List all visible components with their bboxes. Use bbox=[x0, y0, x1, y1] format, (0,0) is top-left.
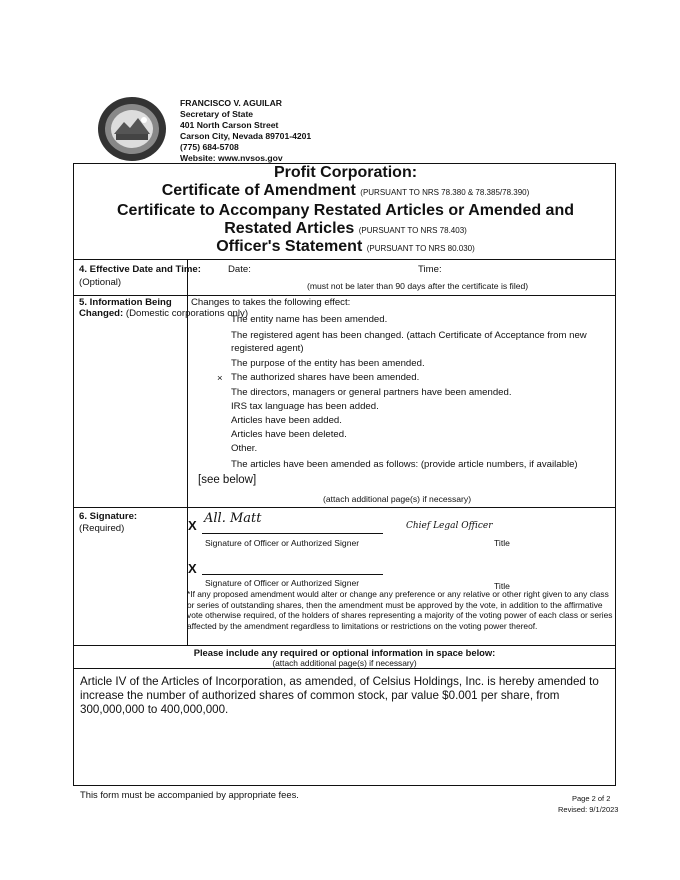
state-seal-icon bbox=[92, 94, 172, 164]
sos-website: Website: www.nvsos.gov bbox=[180, 153, 283, 163]
sos-phone: (775) 684-5708 bbox=[180, 142, 239, 152]
checkbox-authorized-shares[interactable]: × bbox=[217, 373, 223, 384]
date-label: Date: bbox=[228, 264, 251, 275]
section6-label: 6. Signature: bbox=[79, 511, 138, 522]
signature-label-2: Signature of Officer or Authorized Signer bbox=[205, 578, 360, 588]
sos-address1: 401 North Carson Street bbox=[180, 120, 279, 130]
divider bbox=[74, 259, 615, 260]
option-irs: IRS tax language has been added. bbox=[231, 401, 379, 412]
divider bbox=[74, 668, 615, 669]
form-frame bbox=[73, 163, 616, 786]
time-label: Time: bbox=[418, 264, 442, 275]
sos-address2: Carson City, Nevada 89701-4201 bbox=[180, 131, 312, 141]
signature-line-2[interactable] bbox=[202, 574, 383, 575]
divider bbox=[74, 295, 615, 296]
effective-date-note: (must not be later than 90 days after the certificate is filed) bbox=[307, 281, 529, 291]
section4-optional: (Optional) bbox=[79, 277, 122, 288]
changes-intro: Changes to takes the following effect: bbox=[191, 297, 351, 308]
attach-note: (attach additional page(s) if necessary) bbox=[323, 494, 472, 504]
fees-note: This form must be accompanied by appropriate fees. bbox=[80, 789, 299, 800]
signature-1[interactable]: All. Matt bbox=[204, 511, 262, 526]
secretary-of-state-block bbox=[180, 98, 311, 164]
see-below-text[interactable]: [see below] bbox=[198, 474, 257, 486]
x-mark: X bbox=[188, 561, 197, 576]
title-1-handwritten[interactable]: Chief Legal Officer bbox=[406, 521, 493, 531]
option-entity-name: The entity name has been amended. bbox=[231, 314, 388, 325]
signature-line-1 bbox=[202, 533, 383, 534]
page-number: Page 2 of 2 bbox=[572, 794, 611, 803]
title-label-2: Title bbox=[494, 581, 510, 591]
option-articles-added: Articles have been added. bbox=[231, 415, 342, 426]
amended-as-follows: The articles have been amended as follows: (provide article numbers, if available) bbox=[231, 459, 578, 470]
title-certificate-restated: Certificate to Accompany Restated Articles or Amended and bbox=[117, 202, 574, 219]
section4-label: 4. Effective Date and Time: bbox=[79, 264, 201, 275]
section5-label: 5. Information Being Changed: (Domestic corporations only) bbox=[79, 297, 249, 319]
section6-required: (Required) bbox=[79, 523, 125, 534]
option-registered-agent: The registered agent has been changed. (attach Certificate of Acceptance from new bbox=[231, 330, 587, 341]
sos-title: Secretary of State bbox=[180, 109, 254, 119]
signature-label-1: Signature of Officer or Authorized Signer bbox=[205, 538, 360, 548]
option-articles-deleted: Articles have been deleted. bbox=[231, 429, 347, 440]
divider bbox=[74, 507, 615, 508]
option-authorized-shares: The authorized shares have been amended. bbox=[231, 372, 420, 383]
title-profit-corporation: Profit Corporation: bbox=[273, 164, 418, 181]
option-other: Other. bbox=[231, 443, 258, 454]
title-label-1: Title bbox=[494, 538, 510, 548]
include-info-subheading: (attach additional page(s) if necessary) bbox=[272, 658, 417, 668]
title-restated-articles: Restated Articles (PURSUANT TO NRS 78.403) bbox=[224, 220, 467, 237]
amendment-footnote: *If any proposed amendment would alter or change any preference or any relative or other right given to any class or series of outstanding shares, then the amendment must be approved by the vote, in addition to the affirmative vote otherwise required, of the holders of shares representing a majority of the voting power of each class or series affected by the amendment regardless to limitations or restrictions on the voting power thereof. bbox=[187, 589, 613, 631]
include-info-heading: Please include any required or optional information in space below: bbox=[193, 647, 496, 658]
x-mark: X bbox=[188, 518, 197, 533]
option-directors: The directors, managers or general partners have been amended. bbox=[231, 387, 512, 398]
amendment-text: Article IV of the Articles of Incorporation, as amended, of Celsius Holdings, Inc. is hereby amended to increase the number of authorized shares of common stock, par value $0.001 per share, from 300,000,000 to 400,000,000. bbox=[80, 675, 599, 716]
title-officers-statement: Officer's Statement (PURSUANT TO NRS 80.030) bbox=[216, 238, 475, 255]
title-certificate-of-amendment: Certificate of Amendment (PURSUANT TO NRS 78.380 & 78.385/78.390) bbox=[161, 182, 530, 199]
option-purpose: The purpose of the entity has been amended. bbox=[231, 358, 425, 369]
divider bbox=[74, 645, 615, 646]
sos-name: FRANCISCO V. AGUILAR bbox=[180, 98, 283, 108]
revised-date: Revised: 9/1/2023 bbox=[558, 805, 619, 814]
option-registered-agent-cont: registered agent) bbox=[231, 343, 304, 354]
